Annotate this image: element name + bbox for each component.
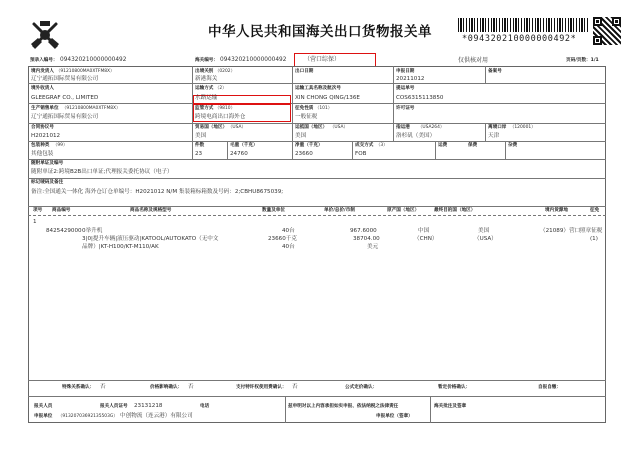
goods-header-item-no: 项号 <box>33 208 43 213</box>
packing-value: 其他包装 <box>31 151 54 157</box>
declaration-statement: 兹申明对以上内容承担如实申报、依法纳税之法律责任 <box>288 404 399 409</box>
supervision-label: 监管方式 <box>195 106 214 111</box>
exit-port-label: 出境关别 <box>195 69 214 74</box>
goods-source-value: （21089）营口 <box>540 228 581 234</box>
exit-border-value: 天津 <box>488 133 500 139</box>
docs-value: 随附单证2:跨境B2B出口单证;代理报关委托协议（电子） <box>31 169 173 175</box>
exit-date-label: 出口日期 <box>295 69 314 74</box>
goods-hs-code: 8425429000 <box>46 228 82 234</box>
producer-code: （91210800MA0XTFM8X） <box>62 106 121 111</box>
producer-label: 生产销售单位 <box>31 106 59 111</box>
consignee-value: GLEEGRAF CO., LIMITED <box>31 95 99 101</box>
vessel-label: 运输工具名称及航次号 <box>295 86 341 91</box>
insurance-label: 保费 <box>468 143 478 148</box>
transport-code: （2） <box>215 86 227 91</box>
exit-border-code: （120001） <box>510 125 536 130</box>
goods-header-origin: 原产国（地区） <box>387 208 420 213</box>
net-value: 23660 <box>295 151 313 157</box>
packing-code: （99） <box>53 143 68 148</box>
dest-country-value: 美国 <box>295 133 307 139</box>
customs-no-label: 海关编号： <box>195 58 218 63</box>
agent-name: 中创物流（连云港）有限公司 <box>120 413 193 419</box>
formula-price-label: 公式定价确认： <box>345 385 378 390</box>
docs-label: 随附单证及编号 <box>31 161 64 166</box>
pre-entry-label: 预录入编号： <box>30 58 58 63</box>
form-title: 中华人民共和国海关出口货物报关单 <box>208 24 432 40</box>
goods-name-line1: 0举升机 <box>82 228 103 234</box>
terms-code: （3） <box>376 143 388 148</box>
goods-header-hs-code: 商品编号 <box>52 208 71 213</box>
shipper-label: 境内发货人 <box>31 69 54 74</box>
goods-name-line3: 品牌）|KT-H100/KT-M110/AK <box>82 244 159 250</box>
shipper-code: （91210800MA0XTFM8X） <box>56 69 115 74</box>
special-relation-label: 特殊关系确认： <box>62 385 95 390</box>
terms-value: FOB <box>355 151 367 157</box>
phone-label: 电话 <box>200 404 210 409</box>
supervision-value: 跨境电商出口海外仓 <box>195 114 246 120</box>
declarant-cert-value: 23131218 <box>134 403 163 409</box>
goods-final-line2: （USA） <box>474 236 497 242</box>
goods-origin-line1: 中国 <box>418 228 430 234</box>
shipper-name: 辽宁通拓国际贸易有限公司 <box>31 76 99 82</box>
customs-no-value: 094320210000000492 <box>220 57 287 63</box>
goods-header-source: 境内货源地 <box>545 208 568 213</box>
pieces-value: 23 <box>195 151 203 157</box>
goods-header-price: 单价/总价/币制 <box>324 208 355 213</box>
page-info: 页码/页数：1/1 <box>566 58 599 63</box>
trade-country-label: 贸易国（地区） <box>195 125 228 130</box>
exit-border-label: 离境口岸 <box>488 125 507 130</box>
consignee-label: 境外收货人 <box>31 86 54 91</box>
goods-qty-line2: 23660千克 <box>268 236 297 242</box>
for-verification-text: 仅供核对用 <box>458 57 489 64</box>
barcode-text: *094320210000000492* <box>462 34 577 44</box>
agent-code: （91320703692135503G） <box>58 414 118 419</box>
dest-country-label: 运抵国（地区） <box>295 125 328 130</box>
goods-qty-line1: 40台 <box>282 228 295 234</box>
gross-label: 毛重（千克） <box>230 143 258 148</box>
goods-header-final-dest: 最终目的国（地区） <box>434 208 476 213</box>
declare-date-label: 申报日期 <box>396 69 415 74</box>
exit-port-value: 新港海关 <box>195 76 218 82</box>
barcode <box>458 18 588 32</box>
goods-price-line2: 38704.00 <box>353 236 380 242</box>
license-label: 许可证号 <box>396 106 415 111</box>
freight-label: 运费 <box>438 143 448 148</box>
goods-header-levy: 征免 <box>590 208 600 213</box>
declarant-label: 报关人员 <box>34 404 53 409</box>
exit-port-code: （0202） <box>215 69 235 74</box>
goods-header-qty: 数量及单位 <box>262 208 285 213</box>
dest-port-value: 洛杉矶（美国） <box>396 133 436 139</box>
special-relation-value: 否 <box>100 384 106 390</box>
agent-label: 申报单位 <box>34 414 53 419</box>
producer-name: 辽宁通拓国际贸易有限公司 <box>31 114 99 120</box>
goods-price-line1: 967.6000 <box>350 228 377 234</box>
tax-nature-code: （101） <box>315 106 333 111</box>
qr-code <box>593 17 621 45</box>
contract-label: 合同协议号 <box>31 125 54 130</box>
trade-country-value: 美国 <box>195 133 207 139</box>
tax-nature-label: 征免性质 <box>295 106 314 111</box>
tax-nature-value: 一般征税 <box>295 114 318 120</box>
goods-levy-code: (1) <box>590 236 598 242</box>
dest-port-code: （USA264） <box>418 125 445 130</box>
tentative-price-label: 暂定价格确认： <box>438 385 471 390</box>
trade-country-code: （USA） <box>228 125 246 130</box>
terms-label: 成交方式 <box>355 143 374 148</box>
agent-seal-label: 申报单位（签章） <box>376 414 413 419</box>
dest-country-code: （USA） <box>330 125 348 130</box>
dest-port-label: 指运港 <box>396 125 410 130</box>
goods-name-line2: 3|0|提升车辆|液压驱动|KATOOL/AUTOKATO（无中文 <box>82 236 219 242</box>
price-impact-label: 价格影响确认： <box>150 385 183 390</box>
declare-date-value: 20211012 <box>396 76 425 82</box>
supervision-code: （9810） <box>215 106 235 111</box>
goods-levy-value: 照章征税 <box>580 228 603 234</box>
marks-value: 备注:全国通关一体化 海外仓订仓单编号：H2021012 N/M 集装箱标箱数及号码：2;CBHU8675039; <box>31 189 284 195</box>
customs-note-label: 海关批注及签章 <box>434 404 467 409</box>
pre-entry-value: 094320210000000492 <box>60 57 127 63</box>
bl-value: COS6315113850 <box>396 95 444 101</box>
customs-emblem-icon <box>28 18 62 52</box>
vessel-value: XIN CHONG QING/136E <box>295 95 360 101</box>
price-impact-value: 否 <box>188 384 194 390</box>
packing-label: 包装种类 <box>31 143 50 148</box>
self-pay-label: 自报自缴： <box>538 385 561 390</box>
goods-price-line3: 美元 <box>367 244 379 250</box>
contract-value: H2021012 <box>31 133 61 139</box>
gross-value: 24760 <box>230 151 248 157</box>
record-no-label: 备案号 <box>488 69 502 74</box>
marks-label: 标记唛码及备注 <box>31 180 64 185</box>
goods-origin-line2: （CHN） <box>414 236 438 242</box>
net-label: 净重（千克） <box>295 143 323 148</box>
transport-label: 运输方式 <box>195 86 214 91</box>
goods-header-name: 商品名称及规格型号 <box>130 208 172 213</box>
goods-item-no: 1 <box>33 219 37 225</box>
goods-final-line1: 美国 <box>478 228 490 234</box>
misc-label: 杂费 <box>508 143 518 148</box>
declarant-cert-label: 报关人员证号 <box>100 404 128 409</box>
bl-label: 提运单号 <box>396 86 415 91</box>
stamp-label: （营口综保） <box>304 56 341 63</box>
transport-value: 水路运输 <box>195 95 218 101</box>
pieces-label: 件数 <box>195 143 205 148</box>
royalty-value: 否 <box>292 384 298 390</box>
royalty-label: 支付特许权使用费确认： <box>236 385 287 390</box>
goods-qty-line3: 40台 <box>282 244 295 250</box>
